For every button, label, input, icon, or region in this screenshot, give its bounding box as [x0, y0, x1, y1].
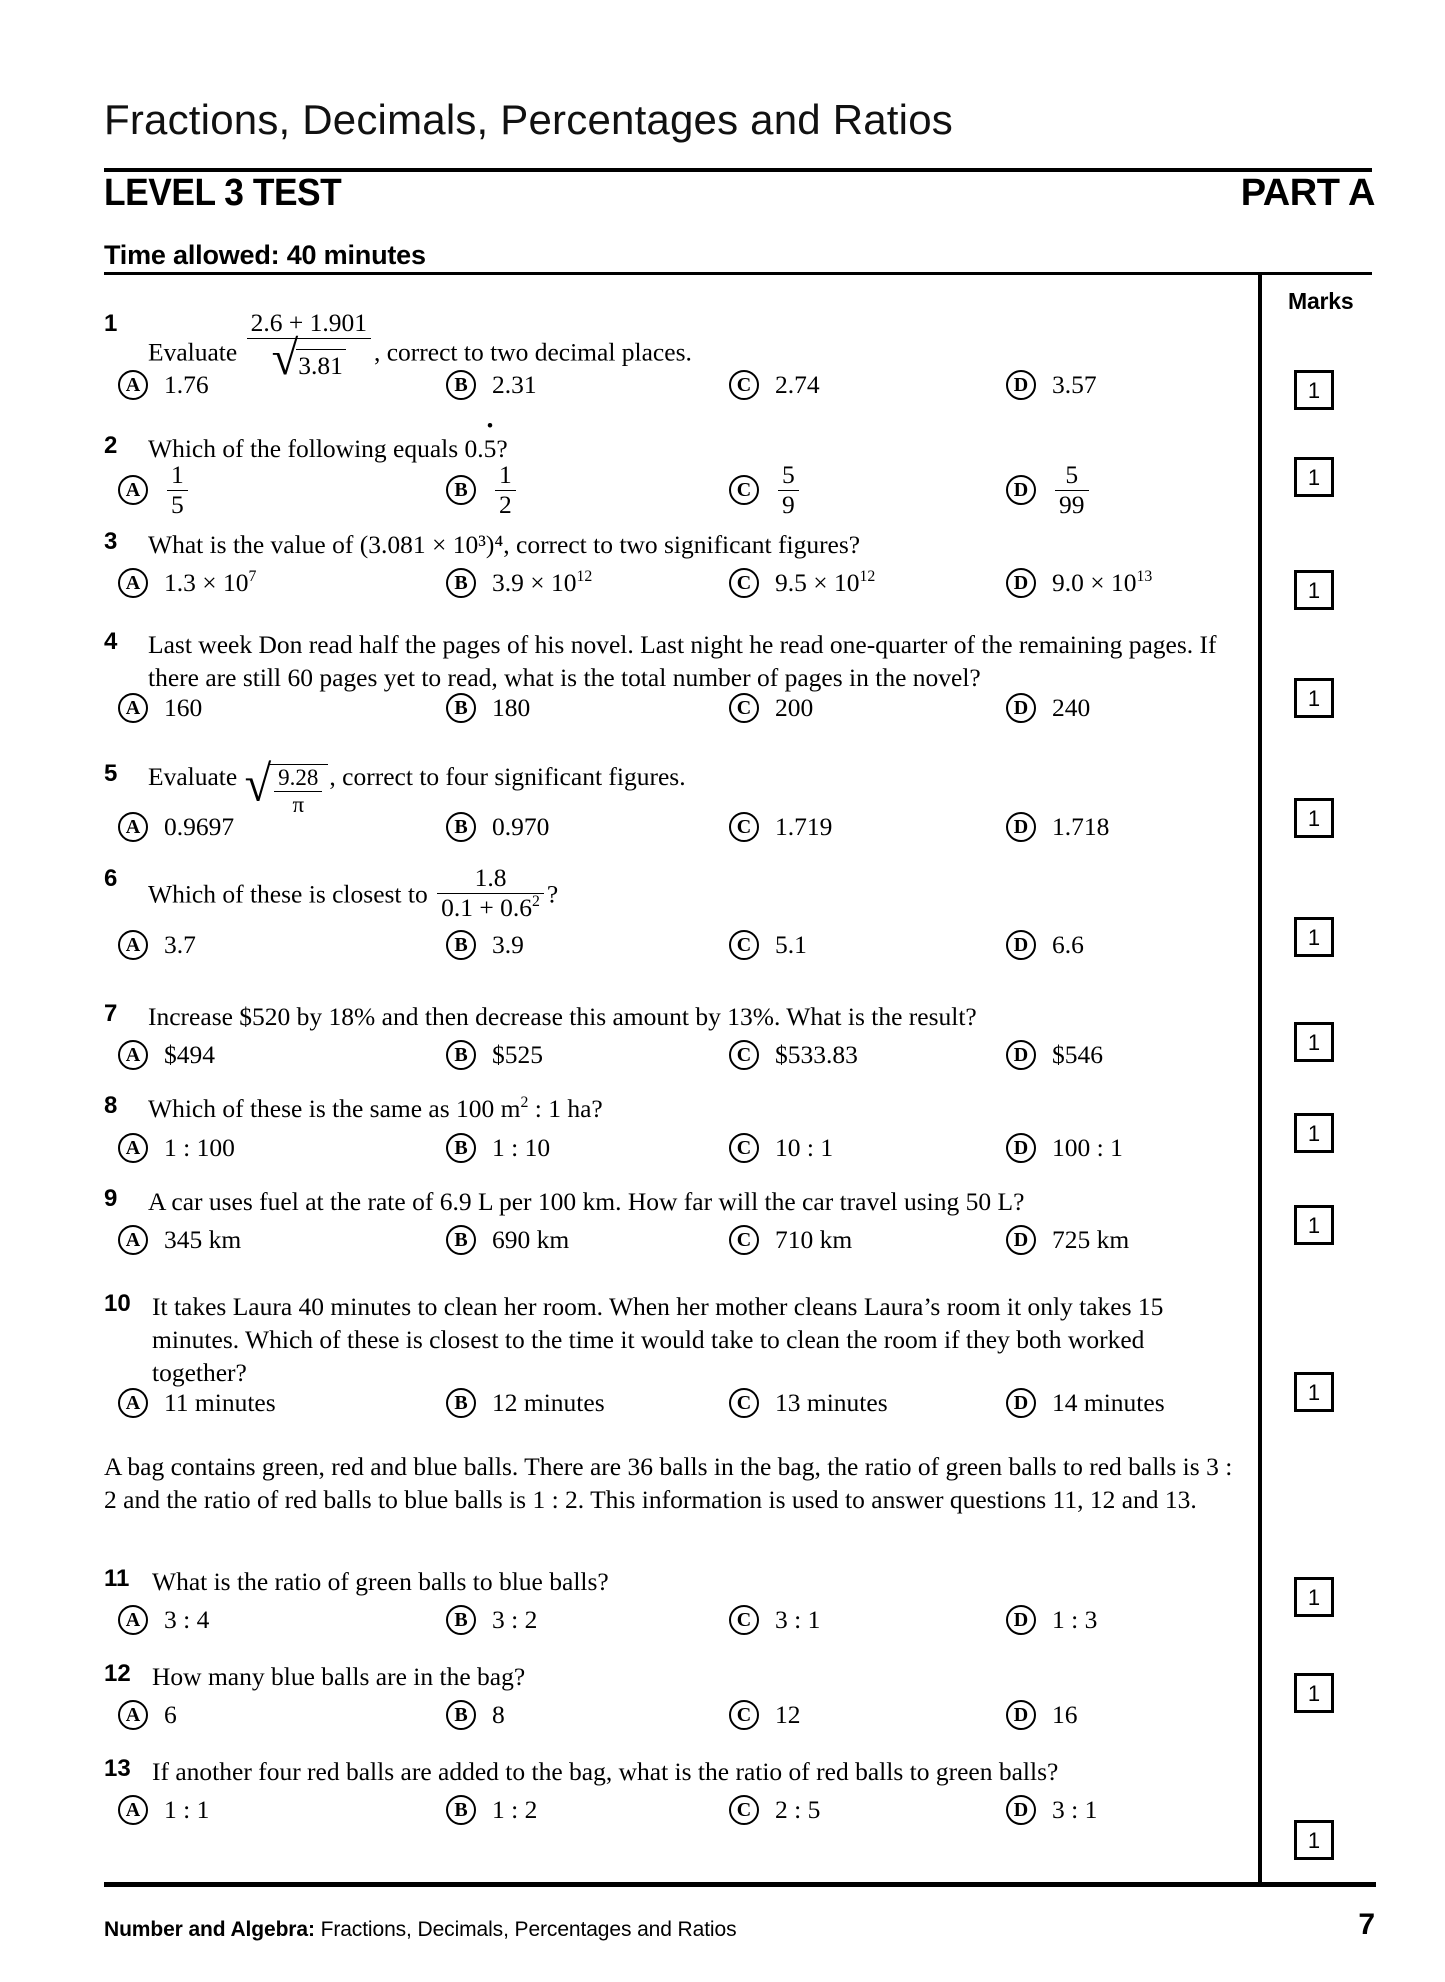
question-number: 8	[104, 1092, 118, 1119]
option-label-c	[775, 568, 875, 598]
option-d-exponent: 13	[1136, 568, 1153, 586]
option-bubble-c[interactable]: C	[729, 1795, 759, 1825]
option-bubble-b[interactable]: B	[446, 1795, 476, 1825]
option-b-numerator: 1	[499, 460, 512, 489]
option-c[interactable]	[729, 462, 802, 519]
option-bubble-c[interactable]: C	[729, 568, 759, 598]
option-label-b: 690 km	[492, 1225, 570, 1254]
option-d[interactable]	[1006, 812, 1109, 842]
option-c[interactable]	[729, 370, 820, 400]
question-number: 11	[104, 1565, 130, 1592]
mark-box: 1	[1294, 1113, 1334, 1153]
option-c-mantissa: 9.5 × 10	[775, 568, 860, 597]
question-9	[104, 1185, 1234, 1218]
option-b[interactable]	[446, 568, 592, 598]
option-bubble-d[interactable]: D	[1006, 1133, 1036, 1163]
header-rule-bottom	[104, 272, 1372, 275]
question-number: 6	[104, 865, 118, 892]
option-label-c: 2.74	[775, 370, 820, 399]
option-b[interactable]	[446, 462, 519, 519]
option-bubble-d[interactable]: D	[1006, 693, 1036, 723]
question-number: 9	[104, 1185, 118, 1212]
option-d[interactable]	[1006, 1605, 1097, 1635]
option-b[interactable]	[446, 1225, 569, 1255]
option-label-c: 1.719	[775, 812, 833, 841]
mark-box: 1	[1294, 1372, 1334, 1412]
option-d[interactable]	[1006, 930, 1084, 960]
option-bubble-b[interactable]: B	[446, 370, 476, 400]
question-9-options	[104, 1225, 1264, 1271]
option-b-denominator: 2	[495, 490, 516, 519]
option-label-b: 1 : 10	[492, 1133, 551, 1162]
option-bubble-d[interactable]: D	[1006, 475, 1036, 505]
option-label-c: 710 km	[775, 1225, 853, 1254]
option-d[interactable]	[1006, 370, 1097, 400]
question-text: What is the ratio of green balls to blue balls?	[152, 1567, 609, 1596]
q2-recurring-decimal	[465, 434, 497, 463]
option-bubble-a[interactable]: A	[118, 1388, 148, 1418]
option-label-a: $494	[164, 1040, 215, 1069]
question-number: 7	[104, 1000, 118, 1027]
option-c[interactable]	[729, 1388, 888, 1418]
option-bubble-c[interactable]: C	[729, 1133, 759, 1163]
option-bubble-a[interactable]: A	[118, 1225, 148, 1255]
q2-text-after: ?	[496, 434, 508, 463]
option-b[interactable]	[446, 812, 549, 842]
option-label-b: 2.31	[492, 370, 537, 399]
option-label-d: 3.57	[1052, 370, 1097, 399]
question-8	[104, 1092, 1234, 1125]
question-13	[104, 1755, 1234, 1788]
mark-box: 1	[1294, 570, 1334, 610]
option-label-b	[492, 568, 592, 598]
option-label-d: 16	[1052, 1700, 1078, 1729]
question-3-options	[104, 568, 1264, 614]
option-a[interactable]	[118, 370, 209, 400]
q1-numerator: 2.6 + 1.901	[250, 308, 367, 337]
option-bubble-c[interactable]: C	[729, 812, 759, 842]
option-label-a: 1.76	[164, 370, 209, 399]
option-b[interactable]	[446, 370, 537, 400]
q2-repeating-digit: 5 ·	[484, 432, 497, 465]
question-number: 13	[104, 1755, 131, 1782]
option-c[interactable]	[729, 1133, 833, 1163]
option-a[interactable]	[118, 812, 234, 842]
question-12-options	[104, 1700, 1264, 1746]
question-11	[104, 1565, 1234, 1598]
option-c-numerator: 5	[782, 460, 795, 489]
question-text: What is the value of (3.081 × 10³)⁴, correct to two significant figures?	[148, 530, 861, 559]
stimulus-paragraph: A bag contains green, red and blue balls. There are 36 balls in the bag, the ratio of green balls to red balls is 3 : 2 and the ratio of red balls to blue balls is 1 : 2. This information is used to answer questions 11, 12 and 13.	[104, 1452, 1233, 1514]
mark-box: 1	[1294, 917, 1334, 957]
page-number: 7	[1358, 1908, 1375, 1941]
option-a-denominator: 5	[167, 490, 188, 519]
question-13-options	[104, 1795, 1264, 1841]
question-3	[104, 528, 1234, 561]
option-bubble-b[interactable]: B	[446, 475, 476, 505]
option-label-b	[492, 462, 519, 519]
option-label-c: 3 : 1	[775, 1605, 821, 1634]
option-a[interactable]	[118, 1225, 241, 1255]
option-d[interactable]	[1006, 1700, 1078, 1730]
option-label-d: 3 : 1	[1052, 1795, 1098, 1824]
page-title: Fractions, Decimals, Percentages and Ratios	[104, 96, 953, 143]
option-b-mantissa: 3.9 × 10	[492, 568, 577, 597]
option-bubble-a[interactable]: A	[118, 568, 148, 598]
option-bubble-d[interactable]: D	[1006, 568, 1036, 598]
question-10	[104, 1290, 1234, 1389]
option-b-exponent: 12	[576, 568, 593, 586]
q6-text-after: ?	[546, 879, 559, 909]
option-label-b: 3 : 2	[492, 1605, 538, 1634]
option-c[interactable]	[729, 1700, 801, 1730]
option-a-mantissa: 1.3 × 10	[164, 568, 249, 597]
option-bubble-c[interactable]: C	[729, 370, 759, 400]
option-label-d: 240	[1052, 693, 1091, 722]
question-5	[104, 756, 1234, 817]
option-d[interactable]	[1006, 462, 1092, 519]
option-bubble-b[interactable]: B	[446, 1133, 476, 1163]
mark-box: 1	[1294, 1673, 1334, 1713]
q5-expression: √ $\frac{9.28}{\pi}$	[245, 764, 329, 817]
option-bubble-b[interactable]: B	[446, 930, 476, 960]
question-text	[148, 1092, 1234, 1125]
option-bubble-d[interactable]: D	[1006, 1795, 1036, 1825]
question-8-options	[104, 1133, 1264, 1179]
option-d-numerator: 5	[1065, 460, 1079, 489]
question-7	[104, 1000, 1234, 1033]
question-2-options	[104, 460, 1264, 519]
question-number: 3	[104, 528, 118, 555]
question-text: It takes Laura 40 minutes to clean her room. When her mother cleans Laura’s room it only takes 15 minutes. Which of these is closest to the time it would take to clean the room if they both worked together?	[152, 1292, 1164, 1387]
option-bubble-b[interactable]: B	[446, 1040, 476, 1070]
option-bubble-c[interactable]: C	[729, 693, 759, 723]
option-label-b: 0.970	[492, 812, 550, 841]
option-label-a: 3.7	[164, 930, 196, 959]
option-label-b: $525	[492, 1040, 543, 1069]
option-bubble-b[interactable]: B	[446, 1605, 476, 1635]
option-a-exponent: 7	[248, 568, 257, 586]
option-c[interactable]	[729, 693, 813, 723]
q6-numerator: 1.8	[474, 863, 507, 892]
option-bubble-d[interactable]: D	[1006, 812, 1036, 842]
option-bubble-d[interactable]: D	[1006, 1225, 1036, 1255]
q6-denominator-base: 0.1 + 0.6	[441, 892, 532, 922]
option-d-denominator: 99	[1055, 490, 1089, 519]
option-d[interactable]	[1006, 1795, 1097, 1825]
q5-denominator: π	[274, 791, 322, 817]
option-label-d: $546	[1052, 1040, 1103, 1069]
question-text	[148, 865, 1234, 922]
option-bubble-a[interactable]: A	[118, 475, 148, 505]
option-bubble-b[interactable]: B	[446, 1225, 476, 1255]
question-4-options	[104, 693, 1264, 739]
option-label-d: 6.6	[1052, 930, 1084, 959]
option-bubble-b[interactable]: B	[446, 568, 476, 598]
option-label-a: 0.9697	[164, 812, 235, 841]
option-b[interactable]	[446, 1388, 605, 1418]
option-label-d	[1052, 568, 1152, 598]
option-label-b: 1 : 2	[492, 1795, 538, 1824]
option-a[interactable]	[118, 1040, 215, 1070]
q2-whole: 0.	[464, 434, 484, 463]
q6-text-before: Which of these is closest to	[148, 879, 428, 909]
option-bubble-d[interactable]: D	[1006, 370, 1036, 400]
option-label-a: 3 : 4	[164, 1605, 210, 1634]
option-label-b: 3.9	[492, 930, 524, 959]
footer-topic: Fractions, Decimals, Percentages and Ratios	[314, 1918, 737, 1941]
option-bubble-a[interactable]: A	[118, 1040, 148, 1070]
option-a[interactable]	[118, 930, 196, 960]
option-label-d: 14 minutes	[1052, 1388, 1165, 1417]
option-d[interactable]	[1006, 1388, 1165, 1418]
question-number: 5	[104, 760, 118, 787]
option-label-a: 11 minutes	[164, 1388, 276, 1417]
option-label-d: 725 km	[1052, 1225, 1130, 1254]
option-c[interactable]	[729, 1605, 820, 1635]
option-b[interactable]	[446, 1700, 505, 1730]
option-label-a	[164, 568, 256, 598]
option-label-a: 1 : 1	[164, 1795, 210, 1824]
option-bubble-c[interactable]: C	[729, 1700, 759, 1730]
option-a-numerator: 1	[171, 460, 184, 489]
option-bubble-b[interactable]: B	[446, 693, 476, 723]
option-bubble-c[interactable]: C	[729, 1040, 759, 1070]
mark-box: 1	[1294, 678, 1334, 718]
question-text: Increase $520 by 18% and then decrease this amount by 13%. What is the result?	[148, 1002, 977, 1031]
option-c-denominator: 9	[778, 490, 799, 519]
question-number: 1	[104, 310, 118, 337]
option-label-d	[1052, 462, 1092, 519]
option-b[interactable]	[446, 1795, 537, 1825]
option-bubble-d[interactable]: D	[1006, 1700, 1036, 1730]
question-10-options	[104, 1388, 1264, 1434]
option-bubble-a[interactable]: A	[118, 1700, 148, 1730]
question-4	[104, 628, 1234, 694]
question-6-options	[104, 930, 1264, 976]
option-label-c: 12	[775, 1700, 801, 1729]
option-a[interactable]	[118, 1605, 209, 1635]
footer-caption	[104, 1918, 736, 1942]
option-bubble-a[interactable]: A	[118, 930, 148, 960]
question-6	[104, 865, 1234, 922]
option-d[interactable]	[1006, 568, 1152, 598]
question-number: 4	[104, 628, 118, 655]
footer-strand: Number and Algebra:	[104, 1918, 315, 1941]
option-bubble-b[interactable]: B	[446, 812, 476, 842]
option-label-a: 160	[164, 693, 203, 722]
option-d[interactable]	[1006, 693, 1090, 723]
mark-box: 1	[1294, 370, 1334, 410]
option-d[interactable]	[1006, 1040, 1103, 1070]
option-label-c: 200	[775, 693, 814, 722]
question-12	[104, 1660, 1234, 1693]
option-a[interactable]	[118, 568, 256, 598]
question-text: If another four red balls are added to the bag, what is the ratio of red balls to green balls?	[152, 1757, 1059, 1786]
question-number: 12	[104, 1660, 131, 1687]
option-bubble-c[interactable]: C	[729, 475, 759, 505]
q5-text-after: , correct to four significant figures.	[329, 762, 686, 791]
option-c[interactable]	[729, 812, 832, 842]
question-number: 2	[104, 432, 118, 459]
question-text	[148, 756, 1234, 817]
q5-text-before: Evaluate	[148, 762, 238, 791]
option-bubble-a[interactable]: A	[118, 1795, 148, 1825]
question-1-options	[104, 370, 1264, 416]
question-11-options	[104, 1605, 1264, 1651]
option-bubble-c[interactable]: C	[729, 930, 759, 960]
marks-column-header: Marks	[1288, 288, 1354, 314]
option-bubble-c[interactable]: C	[729, 1388, 759, 1418]
option-b[interactable]	[446, 693, 530, 723]
option-label-a	[164, 462, 191, 519]
question-7-options	[104, 1040, 1264, 1086]
option-a[interactable]	[118, 1388, 276, 1418]
option-a[interactable]	[118, 693, 202, 723]
question-text: Last week Don read half the pages of his novel. Last night he read one-quarter of the remaining pages. If there are still 60 pages yet to read, what is the total number of pages in the novel?	[148, 630, 1217, 692]
option-label-c: 5.1	[775, 930, 807, 959]
part-label: PART A	[1240, 172, 1375, 214]
option-b[interactable]	[446, 1605, 537, 1635]
option-label-c: 13 minutes	[775, 1388, 888, 1417]
option-bubble-a[interactable]: A	[118, 693, 148, 723]
option-bubble-a[interactable]: A	[118, 370, 148, 400]
q1-text-after: , correct to two decimal places.	[373, 337, 692, 367]
q6-denominator	[437, 893, 544, 922]
option-label-d: 100 : 1	[1052, 1133, 1123, 1162]
option-a[interactable]	[118, 1795, 209, 1825]
option-bubble-b[interactable]: B	[446, 1388, 476, 1418]
q8-text-before: Which of these is the same as 100 m	[148, 1094, 521, 1123]
option-bubble-a[interactable]: A	[118, 812, 148, 842]
option-b[interactable]	[446, 930, 524, 960]
q8-unit-exponent: 2	[520, 1094, 529, 1112]
mark-box: 1	[1294, 457, 1334, 497]
option-c[interactable]	[729, 568, 875, 598]
option-bubble-b[interactable]: B	[446, 1700, 476, 1730]
option-b[interactable]	[446, 1133, 550, 1163]
option-bubble-d[interactable]: D	[1006, 1605, 1036, 1635]
option-bubble-d[interactable]: D	[1006, 1040, 1036, 1070]
option-b[interactable]	[446, 1040, 543, 1070]
option-bubble-d[interactable]: D	[1006, 930, 1036, 960]
mark-box: 1	[1294, 1577, 1334, 1617]
option-c[interactable]	[729, 1795, 820, 1825]
q1-text-before: Evaluate	[148, 337, 238, 367]
footer-rule	[104, 1882, 1376, 1887]
option-label-d: 1 : 3	[1052, 1605, 1098, 1634]
option-label-c: 2 : 5	[775, 1795, 821, 1824]
question-number: 10	[104, 1290, 131, 1317]
option-label-c: 10 : 1	[775, 1133, 834, 1162]
level-label: LEVEL 3 TEST	[104, 172, 342, 214]
option-label-c: $533.83	[775, 1040, 858, 1069]
option-label-a: 1 : 100	[164, 1133, 235, 1162]
option-bubble-c[interactable]: C	[729, 1225, 759, 1255]
mark-box: 1	[1294, 1820, 1334, 1860]
option-a[interactable]	[118, 1700, 177, 1730]
mark-box: 1	[1294, 1205, 1334, 1245]
q2-text-before: Which of the following equals	[148, 434, 459, 463]
question-5-options	[104, 812, 1264, 858]
question-text: How many blue balls are in the bag?	[152, 1662, 526, 1691]
q6-expression	[437, 865, 544, 922]
option-bubble-a[interactable]: A	[118, 1605, 148, 1635]
option-label-c	[775, 462, 802, 519]
option-label-b: 180	[492, 693, 531, 722]
mark-box: 1	[1294, 798, 1334, 838]
q5-numerator: 9.28	[278, 764, 319, 790]
q1-denominator: √3.81	[247, 338, 371, 380]
option-d[interactable]	[1006, 1225, 1129, 1255]
option-c[interactable]	[729, 1225, 852, 1255]
option-d-mantissa: 9.0 × 10	[1052, 568, 1137, 597]
question-text: A car uses fuel at the rate of 6.9 L per 100 km. How far will the car travel using 50 L?	[148, 1187, 1025, 1216]
option-label-b: 12 minutes	[492, 1388, 605, 1417]
option-a[interactable]	[118, 462, 191, 519]
option-a[interactable]	[118, 1133, 235, 1163]
option-bubble-c[interactable]: C	[729, 1605, 759, 1635]
option-c[interactable]	[729, 1040, 858, 1070]
q1-radicand: 3.81	[296, 349, 346, 380]
q6-denominator-exponent: 2	[532, 892, 540, 910]
option-bubble-d[interactable]: D	[1006, 1388, 1036, 1418]
time-allowed-label: Time allowed: 40 minutes	[104, 240, 426, 270]
option-label-a: 345 km	[164, 1225, 242, 1254]
option-label-d: 1.718	[1052, 812, 1110, 841]
option-c-exponent: 12	[859, 568, 876, 586]
option-label-b: 8	[492, 1700, 505, 1729]
option-c[interactable]	[729, 930, 807, 960]
option-label-a: 6	[164, 1700, 177, 1729]
option-bubble-a[interactable]: A	[118, 1133, 148, 1163]
mark-box: 1	[1294, 1022, 1334, 1062]
option-d[interactable]	[1006, 1133, 1123, 1163]
q8-text-after: : 1 ha?	[528, 1094, 603, 1123]
